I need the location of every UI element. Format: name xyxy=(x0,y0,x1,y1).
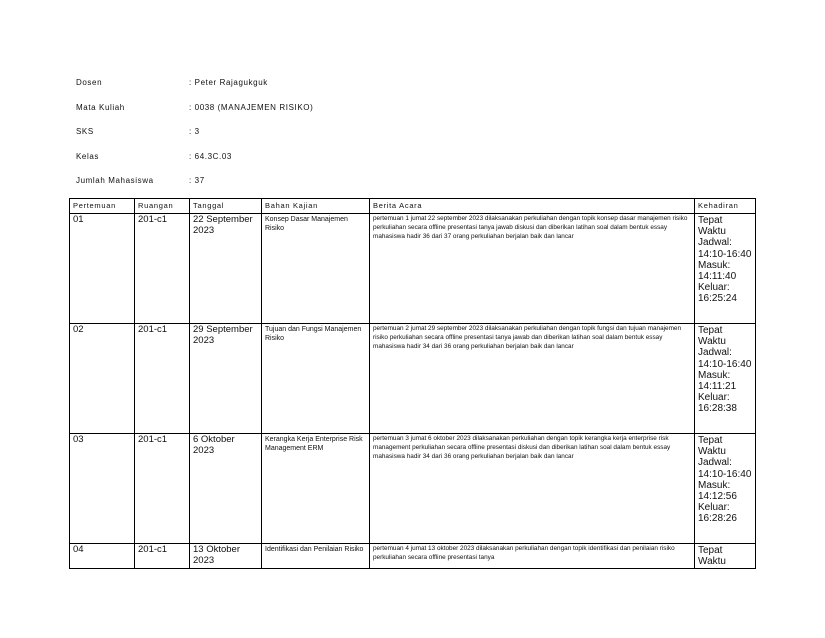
berita-acara-cell: pertemuan 2 jumat 29 september 2023 dilaksanakan perkuliahan dengan topik fungsi dan tujuan manajemen risiko perkuliahan secara offline presentasi tanya jawab dan diberikan latihan soal dalam bentuk essay mahasiswa hadir 34 dari 36 orang perkuliahan berjalan baik dan lancar xyxy=(370,324,695,434)
kehadiran-cell xyxy=(695,544,756,569)
header-ruangan: Ruangan xyxy=(135,199,190,214)
jumlah-mahasiswa-value: : 37 xyxy=(189,176,205,185)
pertemuan-cell: 02 xyxy=(70,324,135,434)
attendance-table xyxy=(69,198,756,569)
bahan-kajian-text: Identifikasi dan Penilaian Risiko xyxy=(265,546,364,553)
bahan-kajian-cell: Konsep Dasar Manajemen Risiko xyxy=(262,214,370,324)
header-kehadiran: Kehadiran xyxy=(695,199,756,214)
tanggal-cell: 29 September 2023 xyxy=(190,324,262,434)
ruangan-cell: 201-c1 xyxy=(135,434,190,544)
mata-kuliah-value: : 0038 (MANAJEMEN RISIKO) xyxy=(189,102,314,112)
ruangan-cell: 201-c1 xyxy=(135,214,190,324)
table-row xyxy=(70,324,756,434)
kehadiran-cell: Tepat Waktu Jadwal: 14:10-16:40 Masuk: 14:12:56 Keluar: 16:28:26 xyxy=(695,434,756,544)
dosen-label: Dosen xyxy=(76,78,103,87)
bahan-kajian-cell: Kerangka Kerja Enterprise Risk Management ERM xyxy=(262,434,370,544)
kehadiran-text: Tepat Waktu xyxy=(698,545,726,567)
kehadiran-cell: Tepat Waktu Jadwal: 14:10-16:40 Masuk: 14:11:21 Keluar: 16:28:38 xyxy=(695,324,756,434)
table-row xyxy=(70,434,756,544)
ruangan-text: 201-c1 xyxy=(138,545,168,555)
sks-value: : 3 xyxy=(189,127,200,136)
pertemuan-cell: 03 xyxy=(70,434,135,544)
berita-acara-cell: pertemuan 1 jumat 22 september 2023 dilaksanakan perkuliahan dengan topik konsep dasar manajemen risiko perkuliahan secara offline presentasi tanya jawab diskusi dan diberikan latihan soal dalam bentuk essay mahasiswa hadir 36 dari 37 orang perkuliahan berjalan baik dan lancar xyxy=(370,214,695,324)
pertemuan-cell: 01 xyxy=(70,214,135,324)
pertemuan-text: 04 xyxy=(73,545,84,555)
pertemuan-cell xyxy=(70,544,135,569)
sks-label: SKS xyxy=(76,127,94,136)
bahan-kajian-cell xyxy=(262,544,370,569)
table-row xyxy=(70,214,756,324)
berita-acara-text: pertemuan 4 jumat 13 oktober 2023 dilaksanakan perkuliahan dengan topik identifikasi dan penilaian risiko perkuliahan secara offline presentasi tanya xyxy=(373,545,675,561)
table-row xyxy=(70,544,756,569)
kelas-label: Kelas xyxy=(76,151,100,161)
berita-acara-cell xyxy=(370,544,695,569)
jumlah-mahasiswa-label: Jumlah Mahasiswa xyxy=(76,176,154,185)
ruangan-cell: 201-c1 xyxy=(135,324,190,434)
kehadiran-cell: Tepat Waktu Jadwal: 14:10-16:40 Masuk: 14:11:40 Keluar: 16:25:24 xyxy=(695,214,756,324)
tanggal-cell: 22 September 2023 xyxy=(190,214,262,324)
header-tanggal: Tanggal xyxy=(190,199,262,214)
header-pertemuan: Pertemuan xyxy=(70,199,135,214)
dosen-value: : Peter Rajagukguk xyxy=(189,78,268,87)
bahan-kajian-cell: Tujuan dan Fungsi Manajemen Risiko xyxy=(262,324,370,434)
tanggal-text: 13 Oktober 2023 xyxy=(193,545,240,566)
mata-kuliah-label: Mata Kuliah xyxy=(76,102,125,112)
ruangan-cell xyxy=(135,544,190,569)
header-bahan-kajian: Bahan Kajian xyxy=(262,199,370,214)
berita-acara-cell: pertemuan 3 jumat 6 oktober 2023 dilaksanakan perkuliahan dengan topik kerangka kerja enterprise risk management perkuliahan secara offline presentasi diskusi dan diberikan latihan soal dalam bentuk essay mahasiswa hadir 34 dari 36 orang perkuliahan berjalan baik dan lancar xyxy=(370,434,695,544)
table-header-row xyxy=(70,199,756,214)
header-berita-acara: Berita Acara xyxy=(370,199,695,214)
tanggal-cell: 6 Oktober 2023 xyxy=(190,434,262,544)
tanggal-cell xyxy=(190,544,262,569)
kelas-value: : 64.3C.03 xyxy=(189,151,232,161)
